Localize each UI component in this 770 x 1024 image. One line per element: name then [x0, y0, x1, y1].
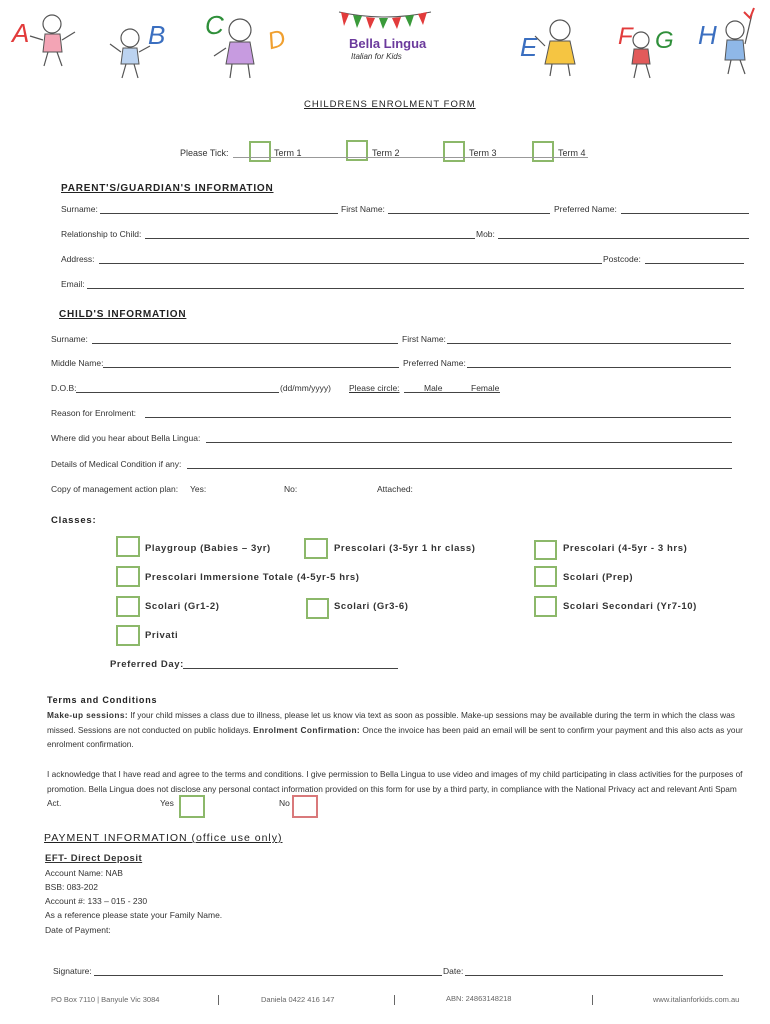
parent-first-name-field[interactable] — [388, 213, 550, 214]
medical-field[interactable] — [187, 468, 732, 469]
class-scolari-gr3-6-checkbox[interactable] — [306, 598, 329, 619]
male-option[interactable]: Male — [424, 383, 443, 393]
address-field[interactable] — [99, 263, 602, 264]
where-hear-label: Where did you hear about Bella Lingua: — [51, 433, 201, 443]
class-prescolari-3hrs-label: Prescolari (4-5yr - 3 hrs) — [563, 543, 688, 554]
signature-field[interactable] — [94, 975, 442, 976]
term-3-checkbox[interactable] — [443, 141, 465, 162]
term-1-checkbox[interactable] — [249, 141, 271, 162]
makeup-text: If your child misses a class due to illness, please let us know via text as soon as possible. Make-up sessions may be available during the term in which the class was missed. Sessions are not conducted on public holidays. — [47, 710, 735, 735]
makeup-label: Make-up sessions: — [47, 710, 129, 720]
child-preferred-name-field[interactable] — [467, 367, 731, 368]
date-field[interactable] — [465, 975, 723, 976]
footer-abn: ABN: 24863148218 — [446, 994, 512, 1003]
terms-paragraph — [47, 708, 747, 752]
female-option[interactable]: Female — [471, 383, 500, 393]
dob-label: D.O.B: — [51, 383, 77, 393]
ack-text: I acknowledge that I have read and agree to the terms and conditions. I give permission to Bella Lingua to use video and images of my child participating in class activities for the purposes of promotion. Bella Lingua does not disclose any personal contact information provided on this form for use by a third party, in compliance with the National Privacy act and relevant Anti Spam Act. — [47, 769, 743, 808]
child-middle-name-field[interactable] — [103, 367, 399, 368]
child-first-name-field[interactable] — [447, 343, 731, 344]
term-4-label: Term 4 — [558, 148, 586, 158]
mob-label: Mob: — [476, 229, 495, 239]
signature-label: Signature: — [53, 966, 92, 976]
address-label: Address: — [61, 254, 95, 264]
consent-yes-checkbox[interactable] — [179, 795, 205, 818]
plan-no-option[interactable]: No: — [284, 484, 298, 494]
letter-c: C — [205, 10, 224, 40]
term-4-checkbox[interactable] — [532, 141, 554, 162]
email-field[interactable] — [87, 288, 744, 289]
parent-heading: PARENT'S/GUARDIAN'S INFORMATION — [61, 183, 274, 194]
class-playgroup-checkbox[interactable] — [116, 536, 140, 557]
child-preferred-name-label: Preferred Name: — [403, 358, 466, 368]
letter-h: H — [698, 20, 717, 50]
class-privati-checkbox[interactable] — [116, 625, 140, 646]
term-3-label: Term 3 — [469, 148, 497, 158]
copy-plan-label: Copy of management action plan: — [51, 484, 179, 494]
logo-tagline: Italian for Kids — [351, 52, 402, 61]
child-middle-name-label: Middle Name: — [51, 358, 104, 368]
letter-e: E — [520, 32, 538, 62]
consent-no-checkbox[interactable] — [292, 795, 318, 818]
class-scolari-secondari-label: Scolari Secondari (Yr7-10) — [563, 601, 697, 612]
terms-heading: Terms and Conditions — [47, 695, 158, 705]
parent-surname-label: Surname: — [61, 204, 98, 214]
parent-preferred-name-label: Preferred Name: — [554, 204, 617, 214]
letter-d: D — [264, 24, 289, 56]
letter-a: A — [12, 18, 30, 48]
plan-yes-option[interactable]: Yes: — [190, 484, 207, 494]
bunting-icon — [335, 8, 435, 30]
child-surname-field[interactable] — [92, 343, 398, 344]
date-label: Date: — [443, 966, 464, 976]
payment-account-name: Account Name: NAB — [45, 868, 123, 878]
where-hear-field[interactable] — [206, 442, 732, 443]
class-prescolari-1hr-checkbox[interactable] — [304, 538, 328, 559]
letter-b: B — [148, 20, 166, 50]
relationship-label: Relationship to Child: — [61, 229, 142, 239]
letter-f: F — [618, 23, 633, 50]
class-scolari-gr1-2-checkbox[interactable] — [116, 596, 140, 617]
preferred-day-field[interactable] — [183, 668, 398, 669]
child-first-name-label: First Name: — [402, 334, 446, 344]
reason-field[interactable] — [145, 417, 731, 418]
class-immersione-checkbox[interactable] — [116, 566, 140, 587]
class-scolari-prep-label: Scolari (Prep) — [563, 572, 634, 583]
consent-no-label: No — [279, 798, 290, 808]
class-scolari-secondari-checkbox[interactable] — [534, 596, 557, 617]
payment-bsb: BSB: 083-202 — [45, 882, 98, 892]
class-scolari-gr1-2-label: Scolari (Gr1-2) — [145, 601, 220, 612]
payment-reference: As a reference please state your Family Name. — [45, 910, 223, 920]
logo-text: Bella Lingua — [349, 36, 427, 51]
class-scolari-gr3-6-label: Scolari (Gr3-6) — [334, 601, 409, 612]
dob-format: (dd/mm/yyyy) — [280, 383, 331, 393]
postcode-label: Postcode: — [603, 254, 641, 264]
class-immersione-label: Prescolari Immersione Totale (4-5yr-5 hrs) — [145, 572, 360, 583]
preferred-day-label: Preferred Day: — [110, 659, 184, 670]
letter-g: G — [655, 27, 674, 54]
payment-date: Date of Payment: — [45, 925, 111, 935]
footer-address: PO Box 7110 | Banyule Vic 3084 — [51, 995, 160, 1004]
please-circle-label: Please circle: — [349, 383, 400, 393]
class-prescolari-1hr-label: Prescolari (3-5yr 1 hr class) — [334, 543, 476, 554]
logo — [335, 8, 435, 64]
footer-web[interactable]: www.italianforkids.com.au — [653, 995, 740, 1004]
reason-label: Reason for Enrolment: — [51, 408, 137, 418]
acknowledgement-paragraph — [47, 767, 747, 811]
confirm-label: Enrolment Confirmation: — [253, 724, 361, 735]
class-playgroup-label: Playgroup (Babies – 3yr) — [145, 543, 271, 554]
term-1-label: Term 1 — [274, 148, 302, 158]
form-title: CHILDRENS ENROLMENT FORM — [304, 99, 476, 110]
payment-heading: PAYMENT INFORMATION (office use only) — [44, 832, 283, 844]
please-tick-label: Please Tick: — [180, 148, 229, 158]
parent-preferred-name-field[interactable] — [621, 213, 749, 214]
email-label: Email: — [61, 279, 85, 289]
confirm-text: Once the invoice has been paid an email will be sent to confirm your payment and this also acts as your enrolment confirmation. — [47, 724, 743, 749]
plan-attached-option[interactable]: Attached: — [377, 484, 413, 494]
child-surname-label: Surname: — [51, 334, 88, 344]
class-privati-label: Privati — [145, 630, 179, 641]
footer-phone: Daniela 0422 416 147 — [261, 995, 335, 1004]
class-scolari-prep-checkbox[interactable] — [534, 566, 557, 587]
term-2-label: Term 2 — [372, 148, 400, 158]
parent-first-name-label: First Name: — [341, 204, 385, 214]
medical-label: Details of Medical Condition if any: — [51, 459, 182, 469]
dob-field[interactable] — [76, 392, 279, 393]
parent-surname-field[interactable] — [100, 213, 338, 214]
child-heading: CHILD'S INFORMATION — [59, 309, 187, 320]
mob-field[interactable] — [498, 238, 749, 239]
eft-heading: EFT- Direct Deposit — [45, 853, 143, 864]
consent-yes-label: Yes — [160, 798, 174, 808]
payment-account-number: Account #: 133 – 015 - 230 — [45, 896, 148, 906]
postcode-field[interactable] — [645, 263, 744, 264]
class-prescolari-3hrs-checkbox[interactable] — [534, 540, 557, 560]
relationship-field[interactable] — [145, 238, 475, 239]
classes-heading: Classes: — [51, 515, 97, 526]
